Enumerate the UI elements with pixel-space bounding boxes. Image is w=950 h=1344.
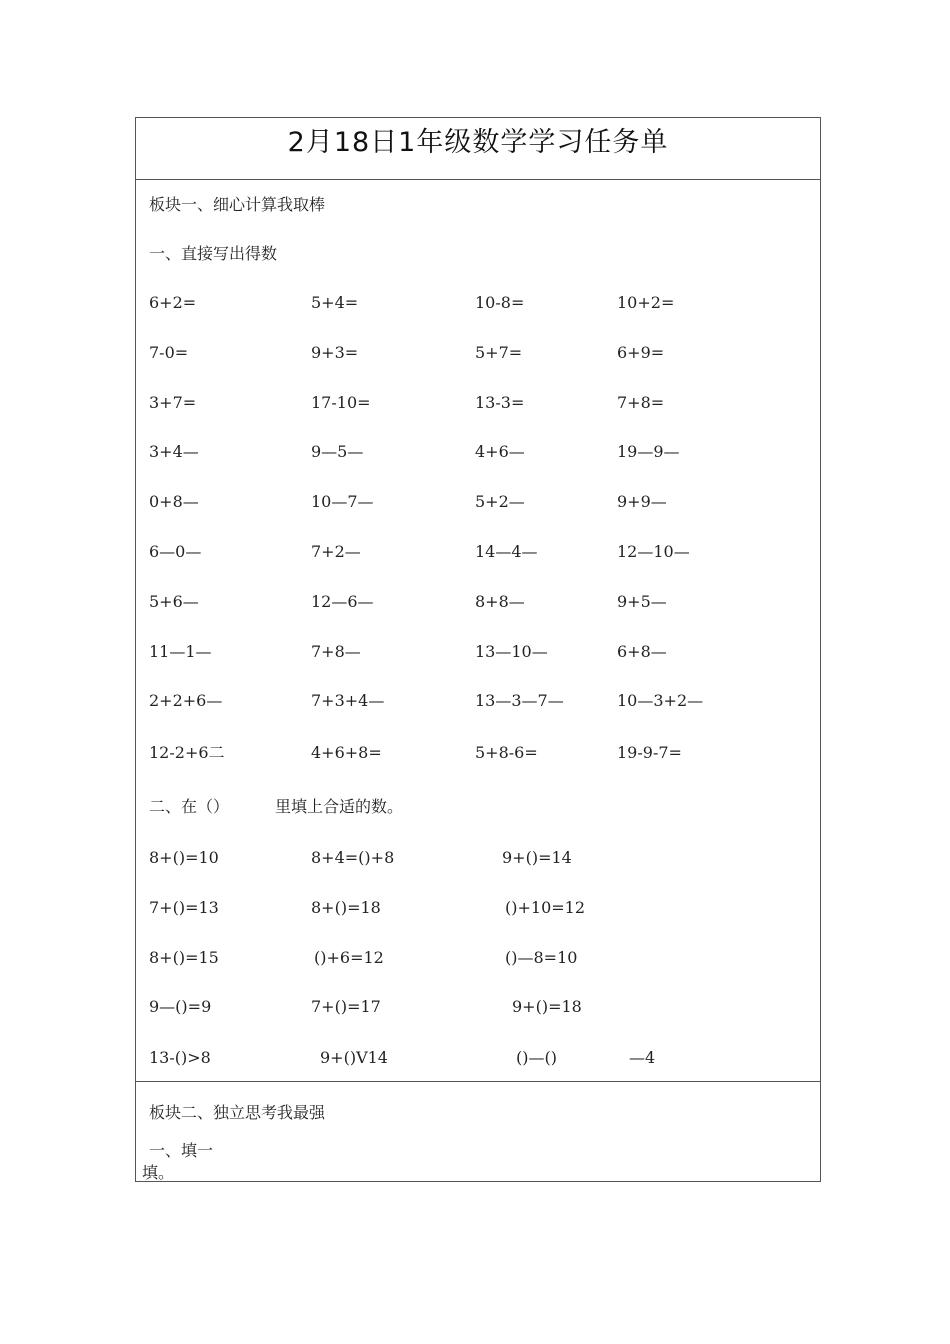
- section2-part1-heading: 一、填一: [149, 1141, 214, 1160]
- fill-item: 7+()=17: [311, 997, 381, 1016]
- calc-item: 6+8—: [617, 642, 667, 661]
- calc-item: 3+7=: [149, 393, 197, 412]
- title-cell: [136, 118, 820, 180]
- calc-item: 5+7=: [475, 343, 523, 362]
- fill-item: 9+()V14: [320, 1048, 388, 1067]
- calc-item: 7+8=: [617, 393, 665, 412]
- calc-item: 6+2=: [149, 293, 197, 312]
- page-title: 2月18日1年级数学学习任务单: [287, 127, 669, 158]
- calc-item: 5+4=: [311, 293, 359, 312]
- fill-item: ()—8=10: [505, 948, 578, 967]
- fill-item: ()—(): [516, 1048, 557, 1067]
- calc-item: 9—5—: [311, 442, 364, 461]
- calc-item: 13—3—7—: [475, 691, 564, 710]
- calc-item: 7-0=: [149, 343, 189, 362]
- calc-item: 3+4—: [149, 442, 199, 461]
- calc-item: 7+8—: [311, 642, 361, 661]
- calc-item: 10+2=: [617, 293, 675, 312]
- fill-item: 8+()=15: [149, 948, 219, 967]
- calc-item: 19-9-7=: [617, 743, 682, 762]
- calc-item: 5+6—: [149, 592, 199, 611]
- calc-item: 5+2—: [475, 492, 525, 511]
- calc-item: 5+8-6=: [475, 743, 538, 762]
- section-divider: [136, 1081, 820, 1082]
- part2-heading-prefix: 二、在（）: [149, 797, 230, 816]
- calc-item: 4+6—: [475, 442, 525, 461]
- part2-heading-suffix: 里填上合适的数。: [275, 797, 404, 816]
- fill-item: 9—()=9: [149, 997, 212, 1016]
- calc-item: 4+6+8=: [311, 743, 382, 762]
- worksheet-table: [135, 117, 821, 1182]
- fill-item: ()+6=12: [314, 948, 384, 967]
- fill-item: 7+()=13: [149, 898, 219, 917]
- calc-item: 13-3=: [475, 393, 525, 412]
- section2-part1-heading-wrap: 填。: [142, 1163, 175, 1182]
- calc-item: 7+3+4—: [311, 691, 385, 710]
- fill-item: 8+()=10: [149, 848, 219, 867]
- calc-item: 14—4—: [475, 542, 538, 561]
- calc-item: 19—9—: [617, 442, 680, 461]
- fill-item: —4: [629, 1048, 656, 1067]
- part1-heading: 一、直接写出得数: [149, 244, 278, 263]
- calc-item: 10—7—: [311, 492, 374, 511]
- calc-item: 9+5—: [617, 592, 667, 611]
- section1-heading: 板块一、细心计算我取棒: [149, 195, 326, 214]
- section2-heading: 板块二、独立思考我最强: [149, 1103, 326, 1122]
- calc-item: 6—0—: [149, 542, 202, 561]
- calc-item: 11—1—: [149, 642, 212, 661]
- calc-item: 17-10=: [311, 393, 371, 412]
- calc-item: 8+8—: [475, 592, 525, 611]
- calc-item: 2+2+6—: [149, 691, 223, 710]
- calc-item: 0+8—: [149, 492, 199, 511]
- calc-item: 12-2+6二: [149, 743, 225, 762]
- calc-item: 12—10—: [617, 542, 690, 561]
- fill-item: ()+10=12: [505, 898, 586, 917]
- calc-item: 13—10—: [475, 642, 548, 661]
- calc-item: 9+3=: [311, 343, 359, 362]
- calc-item: 10—3+2—: [617, 691, 704, 710]
- calc-item: 9+9—: [617, 492, 667, 511]
- calc-item: 12—6—: [311, 592, 374, 611]
- fill-item: 9+()=14: [502, 848, 572, 867]
- calc-item: 7+2—: [311, 542, 361, 561]
- fill-item: 8+()=18: [311, 898, 381, 917]
- calc-item: 10-8=: [475, 293, 525, 312]
- fill-item: 13-()>8: [149, 1048, 211, 1067]
- calc-item: 6+9=: [617, 343, 665, 362]
- fill-item: 8+4=()+8: [311, 848, 395, 867]
- fill-item: 9+()=18: [512, 997, 582, 1016]
